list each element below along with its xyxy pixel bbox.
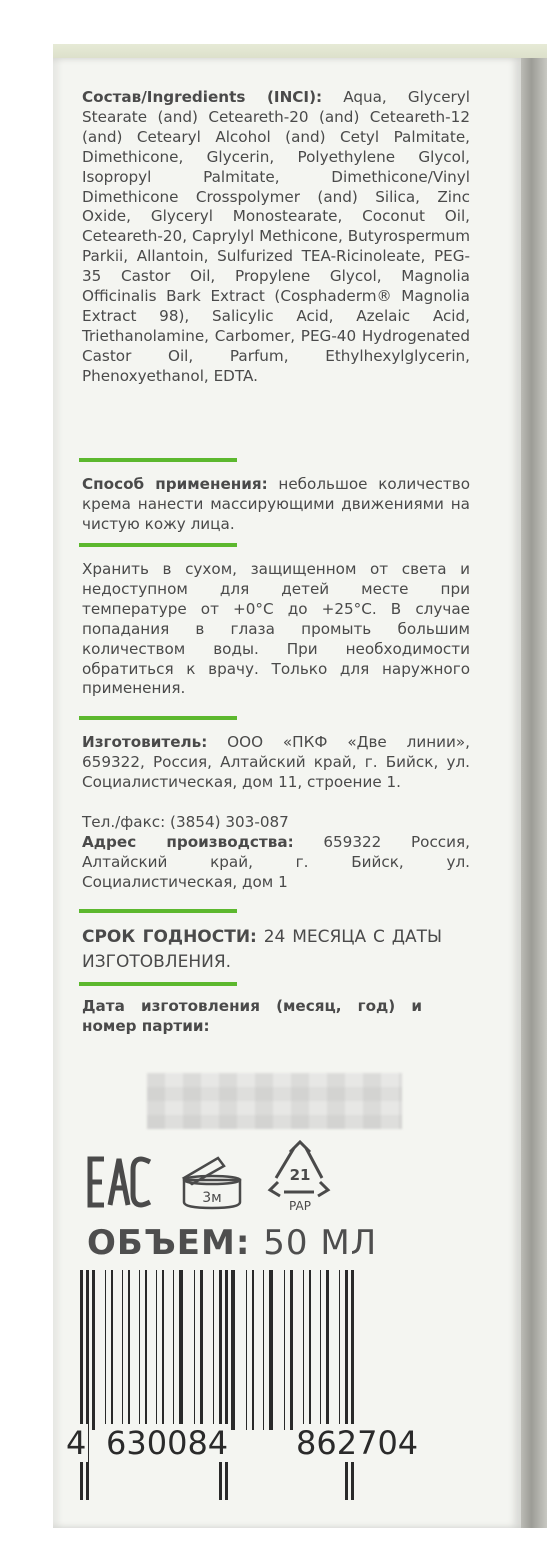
pao-text: 3м: [202, 1190, 222, 1206]
storage-text: Хранить в сухом, защищенном от света и недоступном для детей месте при температуре от +0°С до +25°С. В случае попадания в глаза промыть большим количеством воды. При необходимости обратиться к врачу. Только для наружного применения.: [82, 560, 470, 698]
barcode-bar: [269, 1270, 273, 1430]
barcode-bar: [320, 1270, 321, 1430]
ingredients-label: Состав/Ingredients (INCI):: [82, 88, 323, 106]
ingredients-block: [82, 88, 470, 387]
manufacturer-phone: Тел./факс: (3854) 303-087: [82, 813, 289, 831]
barcode-group-2: 862704: [296, 1424, 419, 1462]
green-divider: [79, 982, 237, 986]
eac-mark-icon: [86, 1156, 154, 1208]
barcode-bar: [339, 1270, 340, 1430]
barcode-bar: [139, 1270, 140, 1430]
barcode-bar: [173, 1270, 174, 1430]
barcode: [66, 1270, 466, 1505]
barcode-bar: [179, 1270, 183, 1430]
box-side-edge: [521, 58, 547, 1528]
green-divider: [79, 543, 237, 547]
barcode-bar: [309, 1270, 311, 1430]
barcode-bar: [105, 1270, 106, 1430]
green-divider: [79, 458, 237, 462]
phone-line: [82, 813, 470, 833]
barcode-bar: [263, 1270, 264, 1430]
barcode-bar: [326, 1270, 329, 1430]
address-text: 659322 Россия, Алтайский край, г. Бийск, ул. Социалистическая, дом 1: [82, 833, 470, 891]
volume-label: ОБЪЕМ:: [87, 1223, 251, 1263]
barcode-bar: [145, 1270, 147, 1430]
barcode-bar: [194, 1270, 195, 1430]
barcode-bar: [162, 1270, 164, 1430]
storage-block: [82, 560, 470, 699]
barcode-bar: [122, 1270, 123, 1430]
shelf-life-label: СРОК ГОДНОСТИ:: [82, 927, 257, 947]
usage-label: Способ применения:: [82, 475, 268, 493]
barcode-bar: [252, 1270, 254, 1430]
barcode-bar: [156, 1270, 157, 1430]
green-divider: [79, 716, 237, 720]
barcode-first-digit: 4: [66, 1424, 87, 1462]
barcode-bar: [284, 1270, 285, 1430]
batch-number-blurred: [147, 1073, 402, 1129]
barcode-bar: [213, 1270, 214, 1430]
recycle-icon: [266, 1140, 334, 1212]
usage-text: небольшое количество крема нанести массирующими движениями на чистую кожу лица.: [82, 475, 470, 533]
barcode-digits: [64, 1424, 474, 1468]
recycle-number: 21: [289, 1166, 311, 1184]
recycle-code: PAP: [289, 1199, 311, 1212]
volume-line: [87, 1223, 377, 1263]
open-jar-icon: [178, 1150, 246, 1210]
volume-value: 50 МЛ: [263, 1223, 378, 1263]
ingredients-text: Aqua, Glyceryl Stearate (and) Ceteareth-20 (and) Ceteareth-12 (and) Cetearyl Alcohol (and) Cetyl Palmitate, Dimethicone, Glycerin, Polyethylene Glycol, Isopropyl Palmitate, Dimethicone/Vinyl Dimethicone Crosspolymer (and) Silica, Zinc Oxide, Glyceryl Monostearate, Coconut Oil, Ceteareth-20, Caprylyl Methicone, Butyrospermum Parkii, Allantoin, Sulfurized TEA-Ricinoleate, PEG-35 Castor Oil, Propylene Glycol, Magnolia Officinalis Bark Extract (Cosphaderm® Magnolia Extract 98), Salicylic Acid, Azelaic Acid, Triethanolamine, Carbomer, PEG-40 Hydrogenated Castor Oil, Parfum, Ethylhexylglycerin, Phenoxyethanol, EDTA.: [82, 88, 470, 385]
address-label: Адрес производства:: [82, 833, 294, 851]
usage-block: [82, 475, 470, 535]
barcode-bar: [246, 1270, 247, 1430]
shelf-life-text: 24 МЕСЯЦА С ДАТЫ ИЗГОТОВЛЕНИЯ.: [82, 927, 442, 972]
barcode-bar: [111, 1270, 113, 1430]
manufacturer-label: Изготовитель:: [82, 733, 208, 751]
barcode-bar: [231, 1270, 235, 1430]
address-block: [82, 833, 470, 893]
shelf-life-block: [82, 925, 442, 975]
barcode-bar: [303, 1270, 304, 1430]
manufacturer-block: [82, 733, 470, 793]
barcode-bar: [128, 1270, 130, 1430]
production-date-label: Дата изготовления (месяц, год) и номер партии:: [82, 997, 422, 1035]
barcode-bar: [92, 1270, 95, 1430]
manufacturer-text: ООО «ПКФ «Две линии», 659322, Россия, Алтайский край, г. Бийск, ул. Социалистическая, дом 11, строение 1.: [82, 733, 470, 791]
barcode-bar: [200, 1270, 203, 1430]
barcode-group-1: 630084: [106, 1424, 229, 1462]
barcode-bar: [290, 1270, 293, 1430]
green-divider: [79, 909, 237, 913]
